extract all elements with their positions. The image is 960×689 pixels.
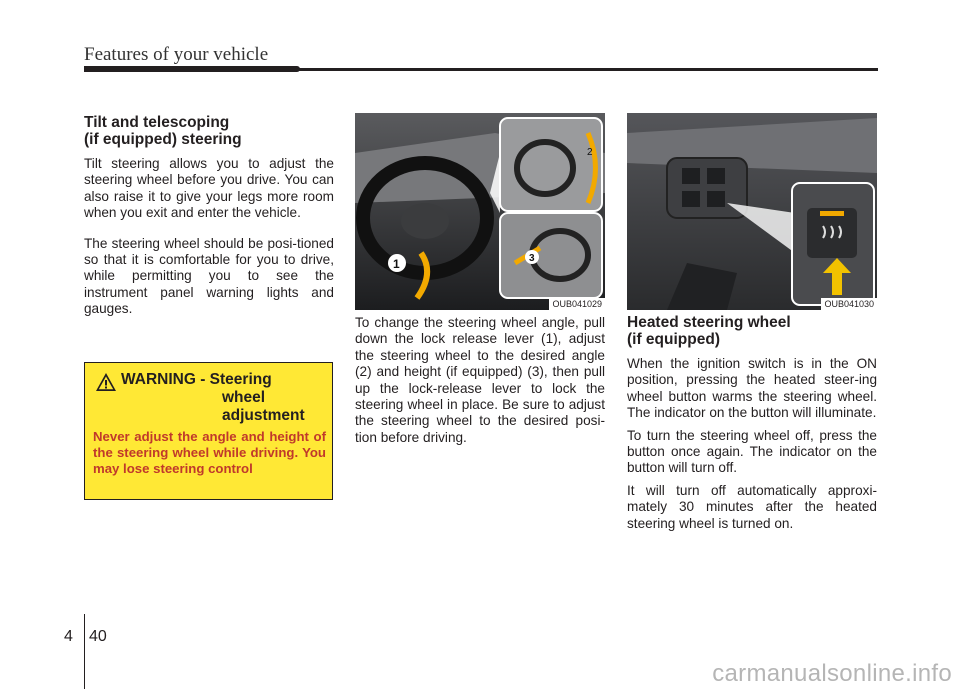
tilt-heading: Tilt and telescoping (if equipped) steering <box>84 114 242 148</box>
header-rule-accent <box>84 66 300 72</box>
callout-1: 1 <box>393 257 400 271</box>
heated-section <box>627 314 877 542</box>
watermark: carmanualsonline.info <box>712 660 952 687</box>
steering-illustration <box>355 113 605 310</box>
figure-caption-1: OUB041029 <box>549 298 605 310</box>
warning-box <box>84 362 333 500</box>
page-number: 40 <box>89 628 107 645</box>
figure-caption-2: OUB041030 <box>821 298 877 310</box>
heated-heading: Heated steering wheel (if equipped) <box>627 314 791 348</box>
tilt-paragraph-1: Tilt steering allows you to adjust the steering wheel before you drive. You can also raise it to give your legs more room when you exit and enter the vehicle. <box>84 156 334 221</box>
callout-2: 2 <box>587 147 593 158</box>
adjust-text-block <box>355 315 605 456</box>
warning-text: Never adjust the angle and height of the steering wheel while driving. You may lose steering control <box>93 429 326 476</box>
tilt-paragraph-2: The steering wheel should be posi-tioned so that it is comfortable for you to drive, while permitting you to see the instrument panel warning lights and gauges. <box>84 235 334 317</box>
steering-adjust-photo <box>355 113 605 310</box>
footer-divider <box>84 614 85 689</box>
callout-3: 3 <box>529 253 535 264</box>
heated-paragraph-3: It will turn off automatically approxi-mately 30 minutes after the heated steering wheel is turned on. <box>627 482 877 531</box>
page-header-title: Features of your vehicle <box>84 44 269 65</box>
adjust-paragraph: To change the steering wheel angle, pull down the lock release lever (1), adjust the steering wheel to the desired angle (2) and height (if equipped) (3), then pull up the lock-release lever to lock the steering wheel in place. Be sure to adjust the steering wheel to the desired posi-tion before driving. <box>355 315 605 445</box>
heated-button-photo <box>627 113 877 310</box>
warning-title: WARNING - Steering wheel adjustment <box>121 371 305 424</box>
heated-paragraph-1: When the ignition switch is in the ON position, pressing the heated steer-ing wheel button warms the steering wheel. The indicator on the button will illuminate. <box>627 356 877 421</box>
heated-paragraph-2: To turn the steering wheel off, press the button once again. The indicator on the button will turn off. <box>627 427 877 476</box>
heated-button-illustration <box>627 113 877 310</box>
tilt-section <box>84 114 334 328</box>
warning-triangle-icon <box>95 372 117 392</box>
section-number: 4 <box>64 628 73 645</box>
